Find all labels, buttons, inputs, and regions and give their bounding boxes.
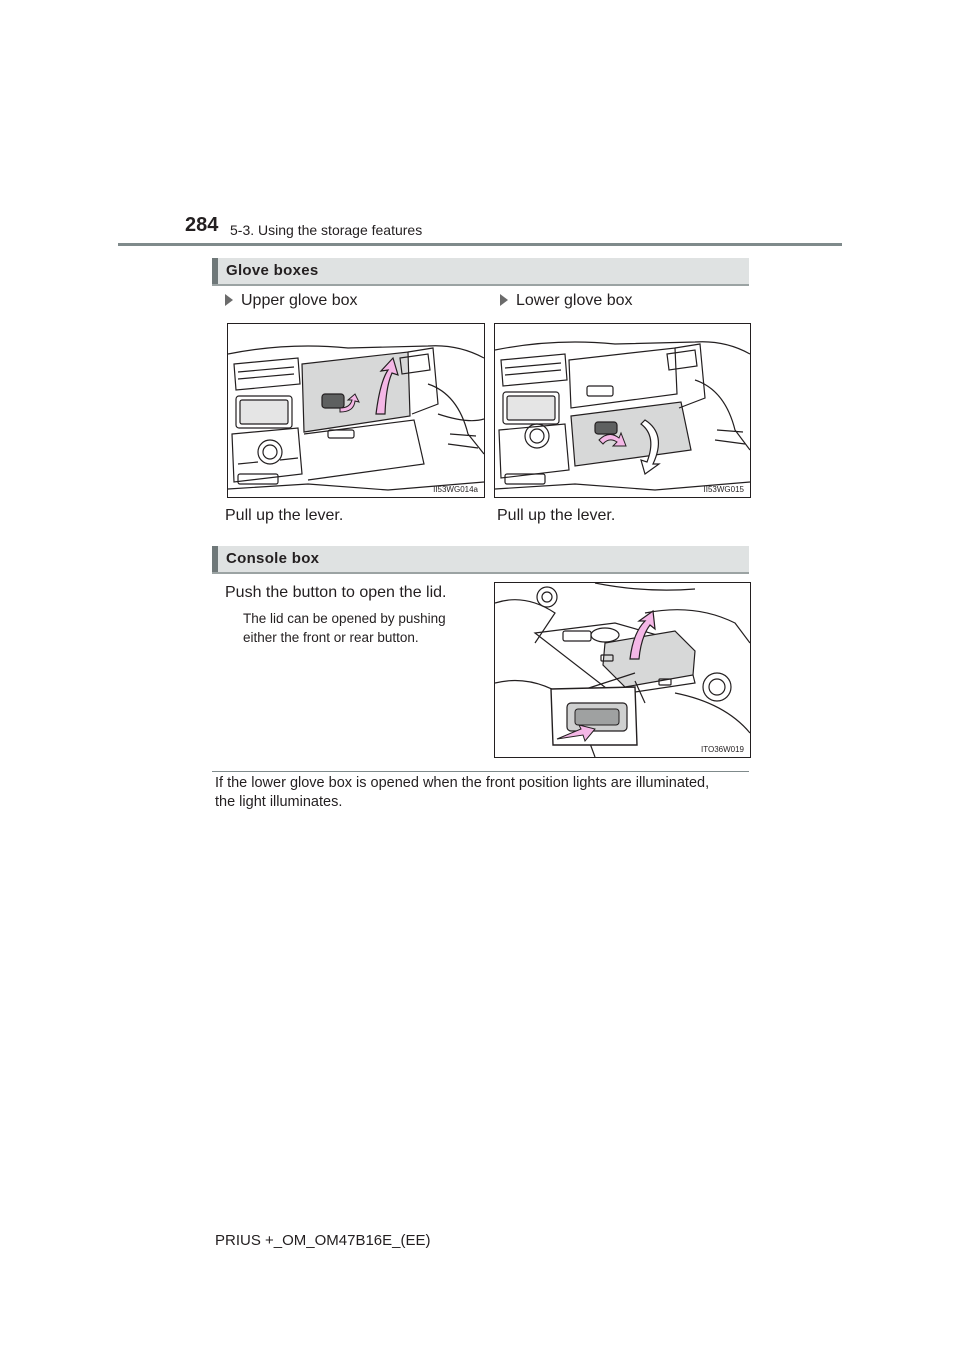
header-divider (118, 243, 842, 246)
note-divider (212, 771, 749, 772)
upper-image-code: II53WG014a (433, 485, 478, 494)
upper-glove-box-label (225, 292, 358, 310)
lower-image-code: II53WG015 (703, 485, 744, 494)
glove-boxes-heading-label: Glove boxes (226, 262, 319, 279)
lower-dashboard-drawing (495, 324, 750, 497)
lower-glove-box-text: Lower glove box (516, 292, 633, 309)
console-box-heading-label: Console box (226, 550, 320, 567)
console-note-line2: either the front or rear button. (243, 630, 419, 645)
upper-caption: Pull up the lever. (225, 507, 344, 524)
heading-accent (212, 546, 218, 572)
console-image-code: ITO36W019 (701, 745, 744, 754)
section-title: 5-3. Using the storage features (230, 222, 423, 238)
footer-doc-id: PRIUS +_OM_OM47B16E_(EE) (215, 1232, 431, 1249)
console-note-line1: The lid can be opened by pushing (243, 611, 446, 626)
console-drawing (495, 583, 750, 757)
glove-boxes-heading (212, 258, 749, 286)
heading-accent (212, 258, 218, 284)
console-box-heading (212, 546, 749, 574)
note-line2: the light illuminates. (215, 794, 343, 810)
page-number: 284 (185, 214, 219, 236)
upper-dashboard-drawing (228, 324, 484, 497)
note-line1: If the lower glove box is opened when the front position lights are illuminated, (215, 775, 710, 791)
triangle-bullet-icon (500, 294, 508, 306)
upper-glove-box-text: Upper glove box (241, 292, 358, 309)
console-box-illustration (494, 582, 751, 758)
lower-caption: Pull up the lever. (497, 507, 616, 524)
triangle-bullet-icon (225, 294, 233, 306)
lower-glove-box-label (500, 292, 633, 310)
note-text (215, 774, 709, 812)
lower-glove-box-illustration (494, 323, 751, 498)
upper-glove-box-illustration (227, 323, 485, 498)
console-instruction: Push the button to open the lid. (225, 584, 447, 601)
